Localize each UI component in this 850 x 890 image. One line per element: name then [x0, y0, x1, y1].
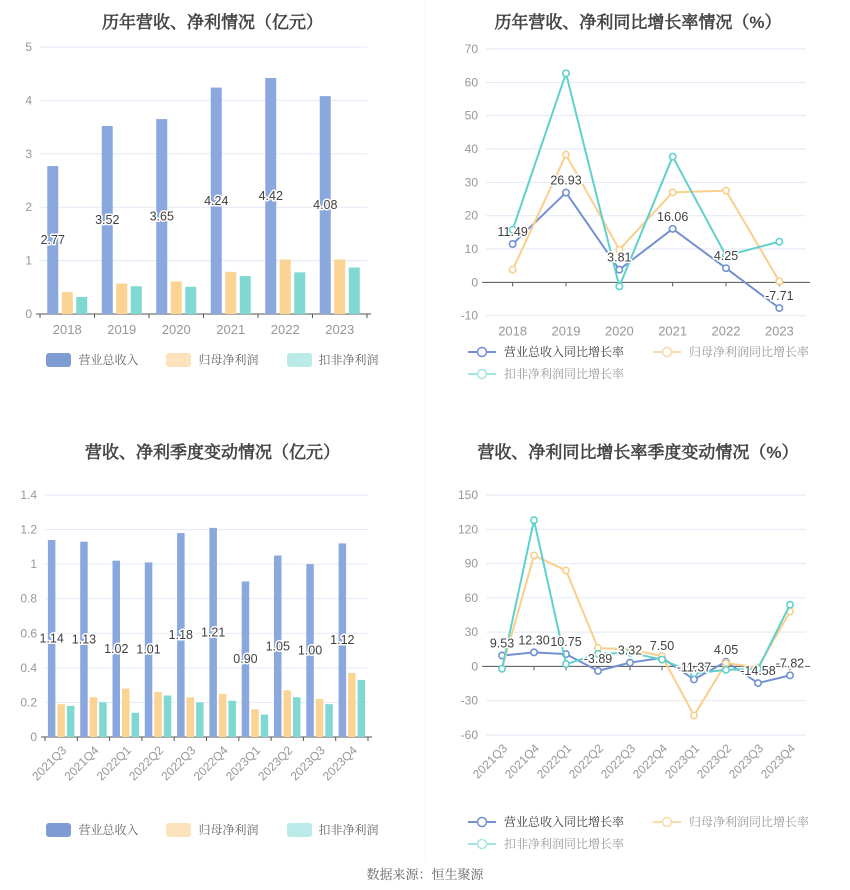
x-axis-labels [470, 741, 798, 781]
svg-text:2021: 2021 [658, 323, 688, 337]
svg-text:3: 3 [25, 146, 32, 161]
svg-text:4.08: 4.08 [313, 198, 338, 213]
legend-label: 扣非净利润同比增长率 [503, 367, 624, 381]
x-axis-labels [29, 743, 360, 783]
svg-text:60: 60 [464, 590, 478, 605]
legend-row [467, 813, 809, 830]
svg-text:30: 30 [464, 175, 478, 190]
svg-text:2: 2 [25, 200, 32, 215]
svg-text:2021: 2021 [216, 322, 246, 337]
legend-label: 归母净利润 [198, 823, 259, 837]
svg-text:2021Q4: 2021Q4 [502, 741, 543, 782]
svg-text:1.00: 1.00 [297, 643, 323, 658]
legend-item[interactable] [652, 343, 809, 360]
svg-text:7.50: 7.50 [649, 638, 675, 653]
svg-text:4.24: 4.24 [204, 193, 229, 208]
svg-text:11.49: 11.49 [497, 225, 528, 240]
legend-marker-icon [287, 823, 312, 837]
svg-text:90: 90 [464, 556, 478, 571]
y-axis-labels [25, 40, 32, 321]
y-axis-labels [458, 488, 478, 742]
legend-item[interactable] [467, 835, 624, 852]
svg-text:3.32: 3.32 [617, 643, 643, 658]
svg-text:2023: 2023 [325, 322, 355, 337]
legend-label: 营业总收入同比增长率 [503, 815, 624, 829]
svg-text:2022Q3: 2022Q3 [598, 741, 639, 782]
svg-text:1.2: 1.2 [20, 522, 37, 537]
panel-annual-growth [425, 0, 850, 420]
svg-text:1.14: 1.14 [39, 631, 64, 646]
svg-text:1.01: 1.01 [136, 642, 161, 657]
svg-text:2022Q4: 2022Q4 [190, 743, 231, 784]
svg-text:1: 1 [30, 557, 37, 572]
legend-quarterly-amounts [0, 821, 425, 838]
x-axis [36, 314, 371, 318]
svg-text:2020: 2020 [161, 322, 191, 337]
svg-text:0.6: 0.6 [20, 626, 37, 641]
svg-text:-3.89: -3.89 [583, 651, 613, 666]
svg-text:3.52: 3.52 [95, 213, 120, 228]
svg-text:-7.82: -7.82 [775, 656, 805, 671]
svg-text:1.18: 1.18 [168, 628, 194, 643]
svg-text:1: 1 [25, 253, 32, 268]
svg-text:30: 30 [464, 625, 478, 640]
svg-text:2022Q4: 2022Q4 [630, 741, 671, 782]
value-labels [41, 189, 338, 247]
svg-text:1.13: 1.13 [71, 632, 97, 647]
legend-marker-icon [467, 345, 497, 359]
svg-text:1.05: 1.05 [265, 639, 290, 654]
legend-item[interactable] [166, 351, 258, 368]
svg-text:4.42: 4.42 [258, 188, 283, 203]
chart-title-quarterly-growth: 营收、净利同比增长率季度变动情况（%） [477, 443, 799, 462]
legend-label: 归母净利润同比增长率 [689, 815, 810, 829]
y-axis-labels [461, 42, 479, 323]
panel-annual-amounts [0, 0, 425, 420]
svg-text:16.06: 16.06 [657, 209, 689, 224]
svg-text:2023Q4: 2023Q4 [319, 743, 360, 784]
svg-text:2019: 2019 [551, 323, 581, 337]
svg-text:5: 5 [25, 40, 32, 54]
legend-row [467, 343, 809, 360]
svg-text:70: 70 [464, 42, 478, 56]
legend-row [46, 351, 378, 368]
legend-marker-icon [46, 823, 71, 837]
legend-marker-icon [652, 345, 682, 359]
x-axis-labels [498, 324, 794, 337]
svg-text:2018: 2018 [52, 322, 82, 337]
svg-text:2023Q2: 2023Q2 [694, 741, 735, 782]
gridlines [486, 495, 806, 735]
svg-text:2023: 2023 [764, 323, 794, 337]
svg-text:1.02: 1.02 [104, 641, 129, 656]
svg-text:-30: -30 [460, 693, 478, 708]
legend-label: 扣非净利润 [318, 353, 379, 367]
svg-text:0.4: 0.4 [20, 660, 37, 675]
svg-text:2023Q1: 2023Q1 [662, 741, 703, 782]
svg-text:0.2: 0.2 [20, 695, 37, 710]
svg-text:2020: 2020 [604, 323, 634, 337]
svg-text:2022Q3: 2022Q3 [158, 743, 199, 784]
svg-text:0: 0 [471, 275, 478, 290]
legend-label: 营业总收入 [78, 823, 139, 837]
svg-text:2022Q2: 2022Q2 [566, 741, 607, 782]
legend-label: 扣非净利润 [318, 823, 379, 837]
svg-text:2022Q1: 2022Q1 [534, 741, 575, 782]
svg-text:10.75: 10.75 [550, 635, 582, 650]
legend-label: 营业总收入 [78, 353, 139, 367]
svg-text:-11.37: -11.37 [676, 660, 712, 675]
x-axis [41, 737, 372, 741]
chart-title-annual-amounts: 历年营收、净利情况（亿元） [102, 13, 323, 32]
legend-label: 归母净利润同比增长率 [689, 345, 810, 359]
svg-text:2021Q4: 2021Q4 [61, 743, 102, 784]
svg-text:4: 4 [25, 93, 32, 108]
legend-item[interactable] [652, 813, 809, 830]
svg-text:2022Q1: 2022Q1 [93, 743, 134, 784]
svg-text:12.30: 12.30 [518, 633, 550, 648]
legend-marker-icon [467, 815, 497, 829]
svg-text:3.81: 3.81 [607, 250, 632, 265]
legend-marker-icon [467, 367, 497, 381]
svg-text:2022: 2022 [711, 323, 741, 337]
svg-text:150: 150 [457, 488, 478, 502]
quarterly-revenue-bar-chart [0, 467, 425, 807]
svg-text:2023Q3: 2023Q3 [287, 743, 328, 784]
svg-text:4.05: 4.05 [713, 642, 739, 657]
legend-marker-icon [166, 823, 191, 837]
legend-annual-amounts [0, 351, 425, 368]
x-axis-labels [53, 322, 354, 337]
svg-text:-14.58: -14.58 [740, 664, 776, 679]
svg-text:40: 40 [464, 142, 478, 157]
value-labels [497, 174, 793, 303]
svg-text:2018: 2018 [498, 323, 528, 337]
data-source-footer: 数据来源：恒生聚源 [366, 867, 484, 882]
svg-text:2022Q2: 2022Q2 [126, 743, 167, 784]
gridlines [45, 495, 368, 702]
legend-annual-growth [467, 343, 809, 382]
svg-text:26.93: 26.93 [550, 173, 582, 188]
legend-item[interactable] [467, 365, 624, 382]
legend-row [467, 365, 624, 382]
svg-text:50: 50 [464, 108, 478, 123]
svg-text:1.21: 1.21 [200, 625, 226, 640]
svg-text:0: 0 [25, 307, 32, 321]
chart-title-quarterly-amounts: 营收、净利季度变动情况（亿元） [85, 443, 340, 462]
legend-quarterly-growth [467, 813, 809, 852]
svg-text:0.90: 0.90 [233, 652, 258, 667]
svg-text:2023Q2: 2023Q2 [255, 743, 296, 784]
legend-item[interactable] [166, 821, 258, 838]
svg-text:2023Q1: 2023Q1 [222, 743, 264, 784]
y-axis-labels [20, 488, 37, 744]
svg-text:4.25: 4.25 [713, 249, 739, 264]
svg-text:60: 60 [464, 75, 478, 90]
gridlines [40, 47, 367, 261]
svg-text:1.4: 1.4 [20, 488, 37, 502]
svg-text:-7.71: -7.71 [765, 289, 794, 304]
svg-text:-60: -60 [460, 728, 478, 742]
panel-quarterly-growth [425, 420, 850, 860]
svg-text:1.12: 1.12 [330, 633, 355, 648]
svg-text:120: 120 [457, 522, 478, 537]
legend-item[interactable] [287, 821, 379, 838]
svg-text:20: 20 [464, 208, 478, 223]
legend-marker-icon [46, 353, 71, 367]
quarterly-growth-line-chart [426, 467, 850, 807]
legend-row [46, 821, 378, 838]
gridlines [486, 49, 806, 316]
legend-row [467, 835, 624, 852]
annual-growth-line-chart [426, 37, 850, 337]
line-series-0 [509, 189, 782, 311]
svg-text:0.8: 0.8 [20, 591, 37, 606]
svg-text:2021Q3: 2021Q3 [470, 741, 511, 782]
svg-text:2023Q3: 2023Q3 [726, 741, 767, 782]
svg-text:2019: 2019 [107, 322, 137, 337]
svg-text:-10: -10 [460, 308, 478, 323]
legend-label: 扣非净利润同比增长率 [503, 837, 624, 851]
chart-title-annual-growth: 历年营收、净利同比增长率情况（%） [494, 13, 782, 32]
annual-revenue-bar-chart [0, 37, 425, 337]
svg-text:2022: 2022 [270, 322, 300, 337]
legend-item[interactable] [467, 343, 624, 360]
svg-text:10: 10 [464, 242, 478, 257]
legend-item[interactable] [46, 351, 138, 368]
svg-text:2021Q3: 2021Q3 [29, 743, 70, 784]
legend-item[interactable] [287, 351, 379, 368]
svg-text:0: 0 [471, 659, 478, 674]
svg-text:0: 0 [30, 730, 37, 744]
svg-text:2.77: 2.77 [40, 233, 65, 248]
line-series-1 [509, 151, 782, 284]
svg-text:3.65: 3.65 [149, 209, 174, 224]
svg-text:2023Q4: 2023Q4 [758, 741, 799, 782]
legend-marker-icon [652, 815, 682, 829]
legend-label: 营业总收入同比增长率 [503, 345, 624, 359]
panel-quarterly-amounts [0, 420, 425, 860]
legend-item[interactable] [467, 813, 624, 830]
legend-item[interactable] [46, 821, 138, 838]
svg-text:9.53: 9.53 [489, 636, 515, 651]
x-axis [482, 282, 810, 286]
legend-marker-icon [166, 353, 191, 367]
legend-marker-icon [287, 353, 312, 367]
legend-marker-icon [467, 837, 497, 851]
legend-label: 归母净利润 [198, 353, 259, 367]
